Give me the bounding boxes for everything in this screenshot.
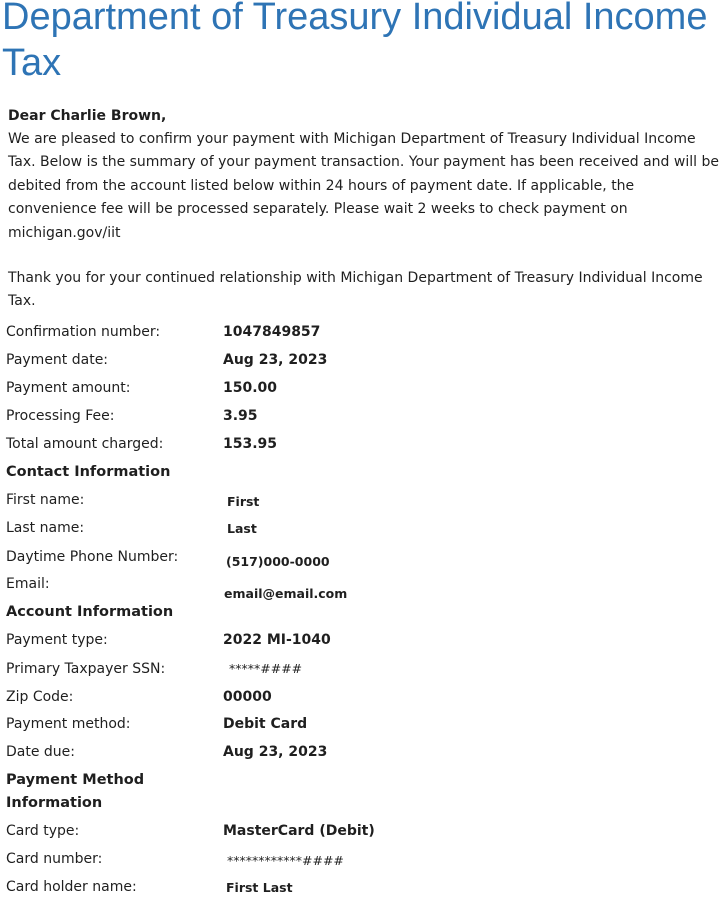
date-due-value: Aug 23, 2023: [223, 744, 328, 760]
first-name-label: First name:: [6, 492, 85, 508]
total-amount-row: [6, 432, 721, 456]
payment-method-label: Payment method:: [6, 716, 131, 732]
payment-amount-value: 150.00: [223, 380, 278, 396]
card-holder-label: Card holder name:: [6, 879, 137, 895]
payment-date-row: [6, 348, 721, 372]
payment-type-value: 2022 MI-1040: [223, 632, 331, 648]
payment-date-value: Aug 23, 2023: [223, 352, 328, 368]
intro-paragraph: We are pleased to confirm your payment with Michigan Department of Treasury Individual Income Tax. Below is the summary of your payment transaction. Your payment has been received and will be debited from the account listed below within 24 hours of payment date. If applicable, the convenience fee will be processed separately. Please wait 2 weeks to check payment on michigan.gov/iit: [8, 131, 719, 241]
email-value: email@email.com: [224, 586, 348, 601]
ssn-label: Primary Taxpayer SSN:: [6, 661, 166, 677]
phone-label: Daytime Phone Number:: [6, 549, 179, 565]
contact-heading: Contact Information: [6, 464, 171, 480]
last-name-row: [6, 516, 721, 540]
payment-type-row: [6, 628, 721, 652]
card-number-value: ************####: [227, 853, 344, 868]
payment-date-label: Payment date:: [6, 352, 109, 368]
date-due-row: [6, 740, 721, 764]
ssn-value: *****####: [229, 661, 303, 676]
letter-body: [8, 104, 720, 314]
card-holder-value: First Last: [226, 880, 293, 895]
card-number-row: [6, 847, 721, 871]
payment-amount-row: [6, 376, 721, 400]
greeting: Dear Charlie Brown,: [8, 108, 167, 124]
email-row: [6, 572, 721, 601]
zip-code-label: Zip Code:: [6, 689, 74, 705]
payment-type-label: Payment type:: [6, 632, 108, 648]
confirmation-row: [6, 320, 721, 344]
processing-fee-label: Processing Fee:: [6, 408, 115, 424]
zip-code-value: 00000: [223, 689, 272, 705]
total-amount-value: 153.95: [223, 436, 278, 452]
last-name-value: Last: [227, 521, 257, 536]
payment-method-value: Debit Card: [223, 716, 308, 732]
ssn-row: [6, 657, 721, 681]
total-amount-label: Total amount charged:: [6, 436, 164, 452]
account-heading: Account Information: [6, 604, 174, 620]
payment-amount-label: Payment amount:: [6, 380, 131, 396]
card-type-label: Card type:: [6, 823, 80, 839]
card-number-label: Card number:: [6, 851, 103, 867]
card-type-row: [6, 819, 721, 843]
confirmation-label: Confirmation number:: [6, 324, 161, 340]
payment-method-info-heading: Payment Method Information: [6, 772, 145, 811]
confirmation-value: 1047849857: [223, 324, 321, 340]
payment-method-row: [6, 712, 721, 736]
first-name-value: First: [227, 494, 260, 509]
card-holder-row: [6, 875, 721, 899]
processing-fee-row: [6, 404, 721, 428]
card-type-value: MasterCard (Debit): [223, 823, 375, 839]
phone-row: [6, 545, 721, 569]
first-name-row: [6, 488, 721, 512]
processing-fee-value: 3.95: [223, 408, 258, 424]
thanks-paragraph: Thank you for your continued relationship with Michigan Department of Treasury Individual Income Tax.: [8, 270, 703, 310]
zip-code-row: [6, 685, 721, 709]
last-name-label: Last name:: [6, 520, 85, 536]
phone-value: (517)000-0000: [226, 554, 330, 569]
email-label: Email:: [6, 576, 50, 592]
date-due-label: Date due:: [6, 744, 76, 760]
page-title: Department of Treasury Individual Income Tax: [2, 0, 708, 84]
